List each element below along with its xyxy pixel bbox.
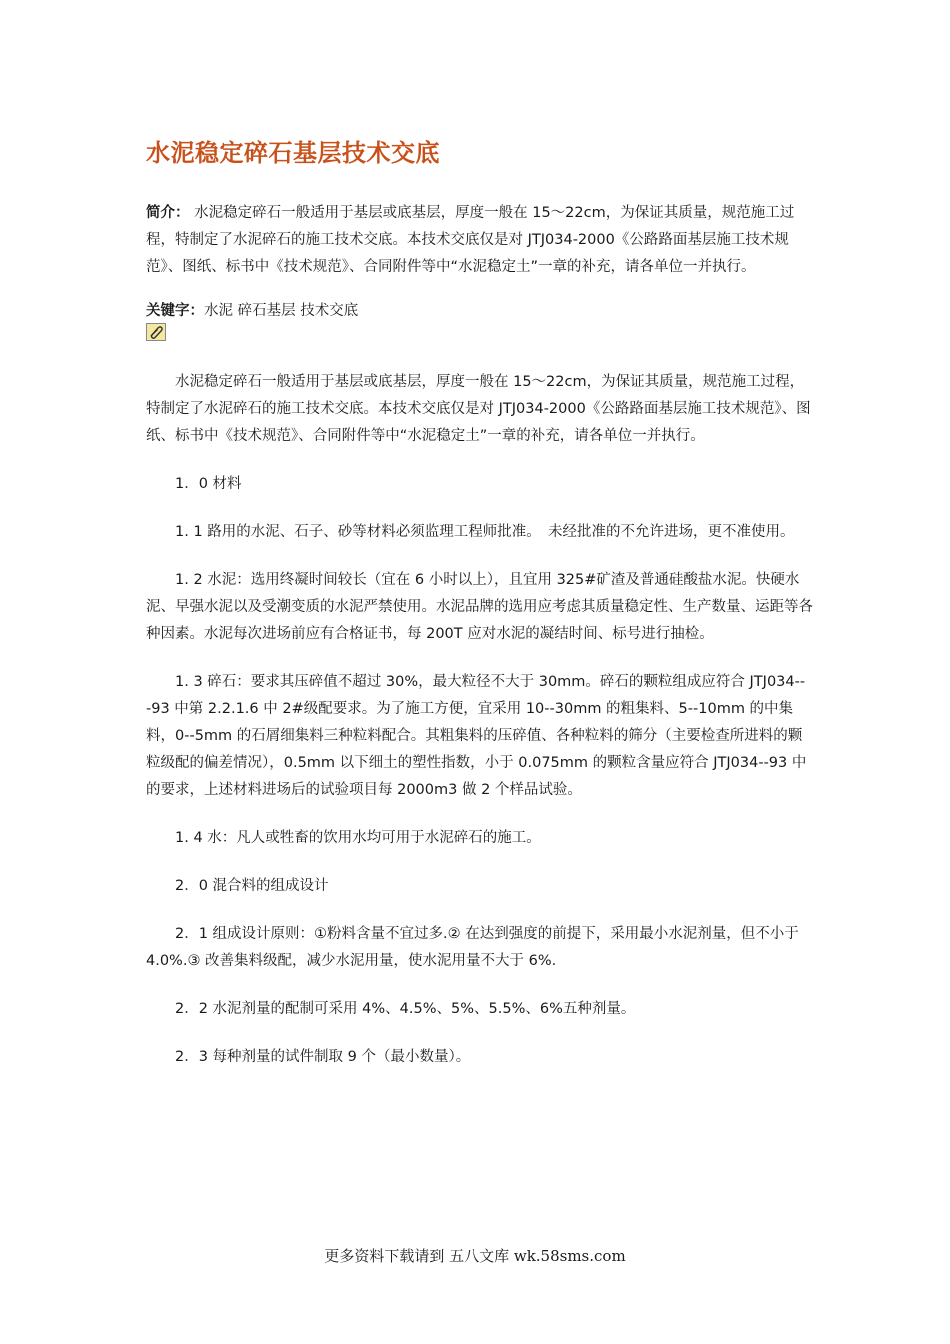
intro-summary <box>146 200 814 281</box>
paragraph-1-4: 1. 4 水：凡人或牲畜的饮用水均可用于水泥碎石的施工。 <box>175 830 541 846</box>
document-attachment-icon[interactable] <box>146 323 166 341</box>
keywords-label: 关键字： <box>146 303 204 319</box>
paragraph-1-1: 1. 1 路用的水泥、石子、砂等材料必须监理工程师批准。 未经批准的不允许进场，更不准使用。 <box>175 524 795 540</box>
paragraph-2-2: 2．2 水泥剂量的配制可采用 4%、4.5%、5%、5.5%、6%五种剂量。 <box>175 1001 636 1017</box>
footer-note: 更多资料下载请到 五八文库 wk.58sms.com <box>324 1247 626 1265</box>
paragraph-2-3: 2．3 每种剂量的试件制取 9 个（最小数量）。 <box>175 1049 471 1065</box>
keywords-text: 水泥 碎石基层 技术交底 <box>204 303 359 319</box>
heading-materials: 1．0 材料 <box>175 476 242 492</box>
heading-mix-design: 2．0 混合料的组成设计 <box>175 878 329 894</box>
paragraph-1-2: 1. 2 水泥：选用终凝时间较长（宜在 6 小时以上），且宜用 325#矿渣及普通硅酸盐水泥。快硬水泥、早强水泥以及受潮变质的水泥严禁使用。水泥品牌的选用应考虑其质量稳定性、生产数量、运距等各种因素。水泥每次进场前应有合格证书，每 200T 应对水泥的凝结时间、标号进行抽检。 <box>146 572 813 642</box>
paragraph-1-3: 1. 3 碎石：要求其压碎值不超过 30%，最大粒径不大于 30mm。碎石的颗粒组成应符合 JTJ034---93 中第 2.2.1.6 中 2#级配要求。为了施工方便，宜采用 10--30mm 的粗集料、5--10mm 的中集料，0--5mm 的石屑细集料三种粒料配合。其粗集料的压碎值、各种粒料的筛分（主要检查所进料的颗粒级配的偏差情况），0.5mm 以下细土的塑性指数，小于 0.075mm 的颗粒含量应符合 JTJ034--93 中的要求，上述材料进场后的试验项目每 2000m3 做 2 个样品试验。 <box>146 674 807 798</box>
intro-label: 简介： <box>146 205 190 221</box>
document-body <box>146 369 814 1092</box>
document-title: 水泥稳定碎石基层技术交底 <box>146 139 440 167</box>
paragraph-2-1: 2．1 组成设计原则：①粉料含量不宜过多.② 在达到强度的前提下，采用最小水泥剂量，但不小于 4.0%.③ 改善集料级配，减少水泥用量，使水泥用量不大于 6%. <box>146 926 799 969</box>
paragraph-intro: 水泥稳定碎石一般适用于基层或底基层，厚度一般在 15～22cm，为保证其质量，规范施工过程，特制定了水泥碎石的施工技术交底。本技术交底仅是对 JTJ034-2000《公路路面基层施工技术规范》、图纸、标书中《技术规范》、合同附件等中“水泥稳定土”一章的补充，请各单位一并执行。 <box>146 374 811 444</box>
intro-text: 水泥稳定碎石一般适用于基层或底基层，厚度一般在 15～22cm，为保证其质量，规范施工过程，特制定了水泥碎石的施工技术交底。本技术交底仅是对 JTJ034-2000《公路路面基层施工技术规范》、图纸、标书中《技术规范》、合同附件等中“水泥稳定土”一章的补充，请各单位一并执行。 <box>146 205 795 275</box>
keywords-line <box>146 298 358 325</box>
attachment-glyph <box>147 324 165 340</box>
